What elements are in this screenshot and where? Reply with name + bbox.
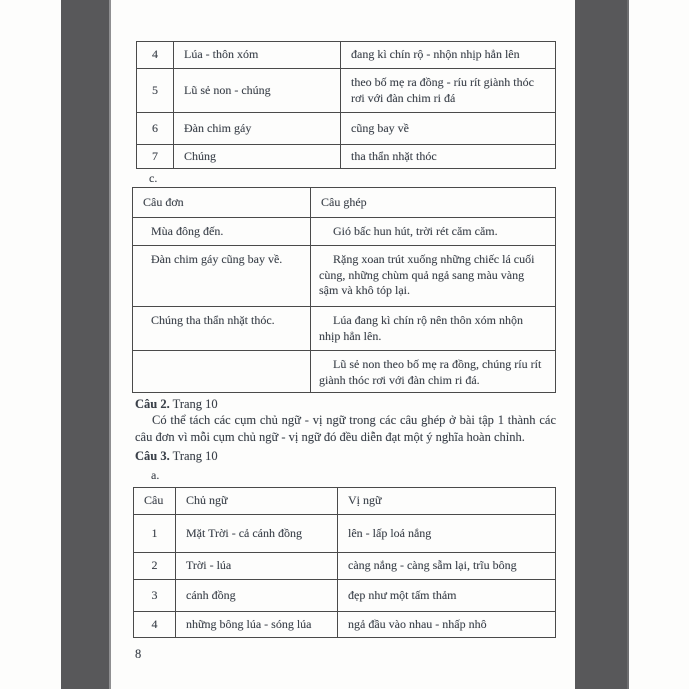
exercise-page-ref: Trang 10 — [169, 449, 218, 463]
predicate-cell: theo bố mẹ ra đồng - ríu rít giành thóc rơi với đàn chim ri đá — [341, 69, 556, 113]
table-row — [137, 42, 556, 69]
column-header-compound: Câu ghép — [311, 188, 556, 218]
subject-cell: Đàn chim gáy — [174, 113, 341, 145]
compound-sentence-cell: Lũ sẻ non theo bố mẹ ra đồng, chúng ríu rít giành thóc rơi với đàn chim ri đá. — [311, 351, 556, 393]
predicate-cell: cũng bay về — [341, 113, 556, 145]
answer-paragraph-cau2: Có thể tách các cụm chủ ngữ - vị ngữ trong các câu ghép ở bài tập 1 thành các câu đơn vì mỗi cụm chủ ngữ - vị ngữ đó đều diễn đạt một ý nghĩa hoàn chỉnh. — [135, 413, 556, 444]
table-row — [133, 307, 556, 351]
predicate-cell: đang kì chín rộ - nhộn nhịp hẳn lên — [341, 42, 556, 69]
subject-cell: những bông lúa - sóng lúa — [176, 612, 338, 638]
table-row — [134, 515, 556, 553]
compound-sentence-cell: Gió bấc hun hút, trời rét căm căm. — [311, 218, 556, 246]
list-label-a: a. — [151, 468, 160, 482]
predicate-cell: tha thẩn nhặt thóc — [341, 145, 556, 169]
simple-compound-table — [132, 187, 556, 393]
subject-cell: Trời - lúa — [176, 553, 338, 580]
exercise-number: Câu 3. — [135, 449, 170, 463]
table-row — [133, 218, 556, 246]
table-row — [137, 113, 556, 145]
row-number: 2 — [134, 553, 176, 580]
page-number: 8 — [135, 647, 142, 661]
table-header-row — [133, 188, 556, 218]
subject-predicate-table — [133, 487, 556, 638]
exercise-number: Câu 2. — [135, 397, 170, 411]
table-row — [133, 246, 556, 307]
row-number: 4 — [134, 612, 176, 638]
compound-sentence-cell: Lúa đang kì chín rộ nên thôn xóm nhộn nhịp hẳn lên. — [311, 307, 556, 351]
row-number: 5 — [137, 69, 174, 113]
table-row — [137, 69, 556, 113]
predicate-cell: càng nắng - càng sẫm lại, trĩu bông — [338, 553, 556, 580]
predicate-cell: ngả đầu vào nhau - nhấp nhô — [338, 612, 556, 638]
subject-cell: Lũ sẻ non - chúng — [174, 69, 341, 113]
simple-sentence-cell — [133, 351, 311, 393]
column-header-subject: Chủ ngữ — [176, 488, 338, 515]
table-row — [134, 580, 556, 612]
column-header-sentence: Câu — [134, 488, 176, 515]
row-number: 7 — [137, 145, 174, 169]
row-number: 3 — [134, 580, 176, 612]
table-row — [134, 553, 556, 580]
subject-cell: cánh đồng — [176, 580, 338, 612]
simple-sentence-cell: Mùa đông đến. — [133, 218, 311, 246]
predicate-cell: đẹp như một tấm thảm — [338, 580, 556, 612]
subject-cell: Lúa - thôn xóm — [174, 42, 341, 69]
predicate-cell: lên - lấp loá nắng — [338, 515, 556, 553]
list-label-c: c. — [149, 171, 158, 185]
row-number: 1 — [134, 515, 176, 553]
column-header-simple: Câu đơn — [133, 188, 311, 218]
table-row — [134, 612, 556, 638]
simple-sentence-cell: Chúng tha thẩn nhặt thóc. — [133, 307, 311, 351]
section-heading-cau2 — [135, 397, 556, 412]
subject-cell: Mặt Trời - cả cánh đồng — [176, 515, 338, 553]
row-number: 4 — [137, 42, 174, 69]
row-number: 6 — [137, 113, 174, 145]
column-header-predicate: Vị ngữ — [338, 488, 556, 515]
answer-table-1b — [136, 41, 556, 169]
table-header-row — [134, 488, 556, 515]
compound-sentence-cell: Rặng xoan trút xuống những chiếc lá cuối cùng, những chùm quả ngả sang màu vàng sậm và khô tóp lại. — [311, 246, 556, 307]
section-heading-cau3 — [135, 449, 556, 464]
subject-cell: Chúng — [174, 145, 341, 169]
simple-sentence-cell: Đàn chim gáy cũng bay về. — [133, 246, 311, 307]
table-row — [133, 351, 556, 393]
exercise-page-ref: Trang 10 — [169, 397, 218, 411]
table-row — [137, 145, 556, 169]
